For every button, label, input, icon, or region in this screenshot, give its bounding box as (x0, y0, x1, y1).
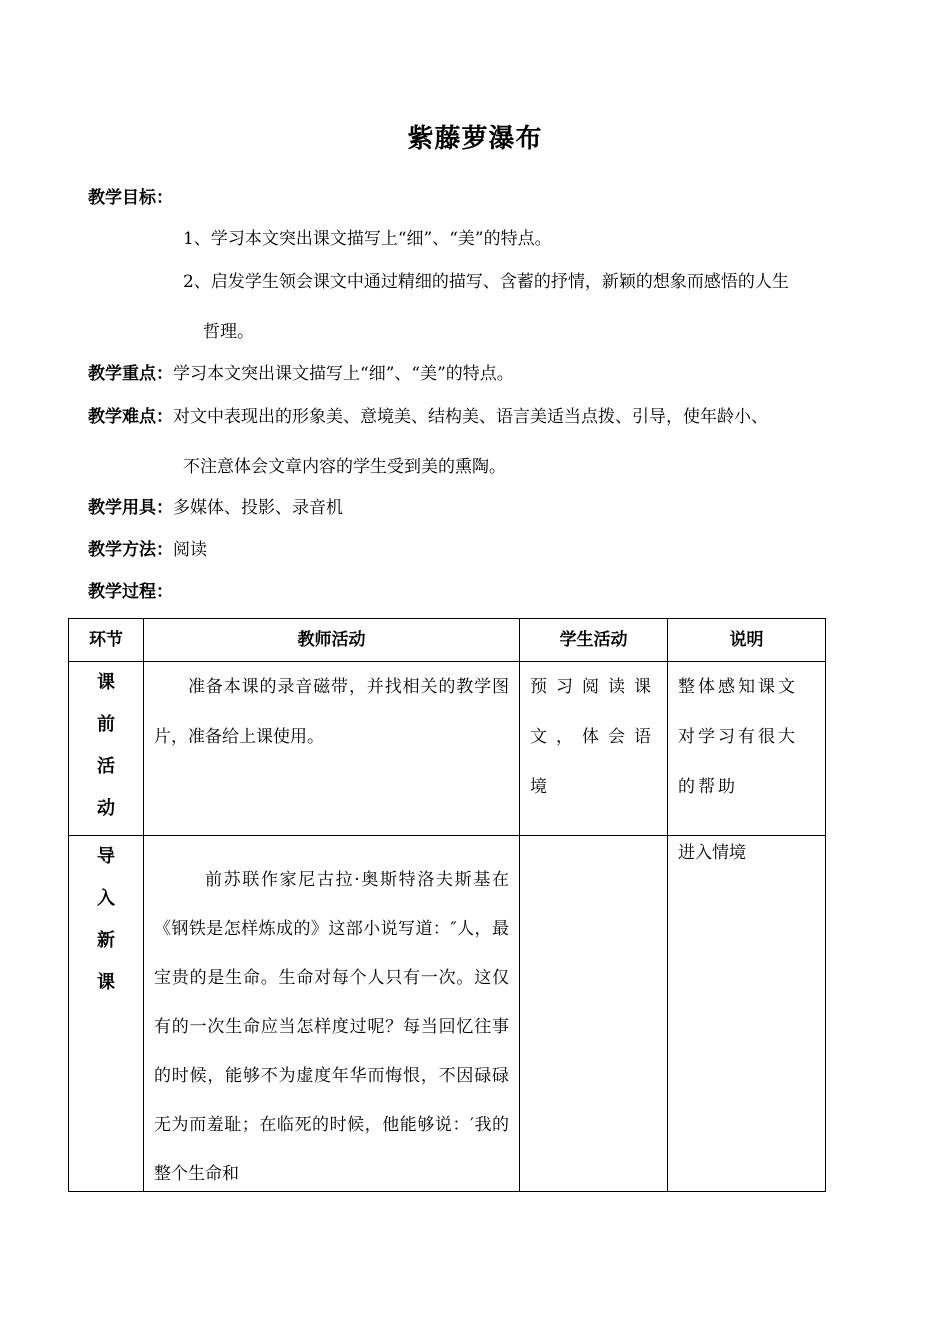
process-label-text: 教学过程： (88, 582, 173, 602)
method (88, 538, 207, 562)
difficulty-text-2: 不注意体会文章内容的学生受到美的熏陶。 (183, 457, 506, 477)
tools (88, 496, 343, 520)
process-label (88, 580, 173, 604)
stage-char: 前 (97, 714, 115, 735)
tools-label: 教学用具： (88, 498, 173, 518)
header-stage: 环节 (69, 619, 144, 662)
notes-cell (668, 662, 826, 836)
teacher-activity-text: 准备本课的录音磁带，并找相关的教学图片，准备给上课使用。 (154, 677, 509, 747)
key-point-label: 教学重点： (88, 364, 173, 384)
objective-item-2-continued: 哲理。 (203, 322, 254, 342)
table-row (69, 836, 826, 1192)
stage-char: 活 (97, 756, 115, 777)
stage-char: 课 (97, 672, 115, 693)
student-activity-cell (520, 836, 668, 1192)
header-student-activity: 学生活动 (520, 619, 668, 662)
notes-cell (668, 836, 826, 1192)
header-teacher-activity: 教师活动 (144, 619, 520, 662)
objective-item-2: 2、启发学生领会课文中通过精细的描写、含蓄的抒情，新颖的想象而感悟的人生 (183, 272, 789, 292)
header-notes: 说明 (668, 619, 826, 662)
objectives-label-text: 教学目标： (88, 188, 173, 208)
stage-char: 导 (97, 846, 115, 867)
notes-text: 进入情境 (678, 843, 746, 863)
stage-cell (69, 662, 144, 836)
method-label: 教学方法： (88, 540, 173, 560)
stage-char: 课 (97, 972, 115, 993)
stage-char: 新 (97, 930, 115, 951)
difficulty-label: 教学难点： (88, 407, 173, 427)
key-point (88, 362, 514, 386)
student-activity-text: 预习阅读课文，体会语境 (530, 677, 657, 797)
teacher-activity-text: 前苏联作家尼古拉·奥斯特洛夫斯基在《钢铁是怎样炼成的》这部小说写道：″人，最宝贵的是生命。生命对每个人只有一次。这仅有的一次生命应当怎样度过呢？每当回忆往事的时候，能够不为虚度年华而悔恨，不因碌碌无为而羞耻；在临死的时候，他能够说：′我的整个生命和 (154, 870, 509, 1184)
difficulty-text-1: 对文中表现出的形象美、意境美、结构美、语言美适当点拨、引导，使年龄小、 (173, 407, 768, 427)
objectives-label (88, 186, 173, 210)
table-row (69, 662, 826, 836)
teacher-activity-cell (144, 662, 520, 836)
document-title: 紫藤萝瀑布 (407, 124, 543, 154)
stage-char: 动 (97, 798, 115, 819)
method-text: 阅读 (173, 540, 207, 560)
objective-item-1: 1、学习本文突出课文描写上“细”、“美”的特点。 (183, 229, 552, 249)
notes-text: 整体感知课文对学习有很大的帮助 (678, 677, 798, 797)
difficulty (88, 405, 768, 429)
teacher-activity-cell (144, 836, 520, 1192)
tools-text: 多媒体、投影、录音机 (173, 498, 343, 518)
table-header-row (69, 619, 826, 662)
student-activity-cell (520, 662, 668, 836)
process-table (68, 618, 826, 1192)
stage-cell (69, 836, 144, 1192)
stage-char: 入 (97, 888, 115, 909)
key-point-text: 学习本文突出课文描写上“细”、“美”的特点。 (173, 364, 514, 384)
